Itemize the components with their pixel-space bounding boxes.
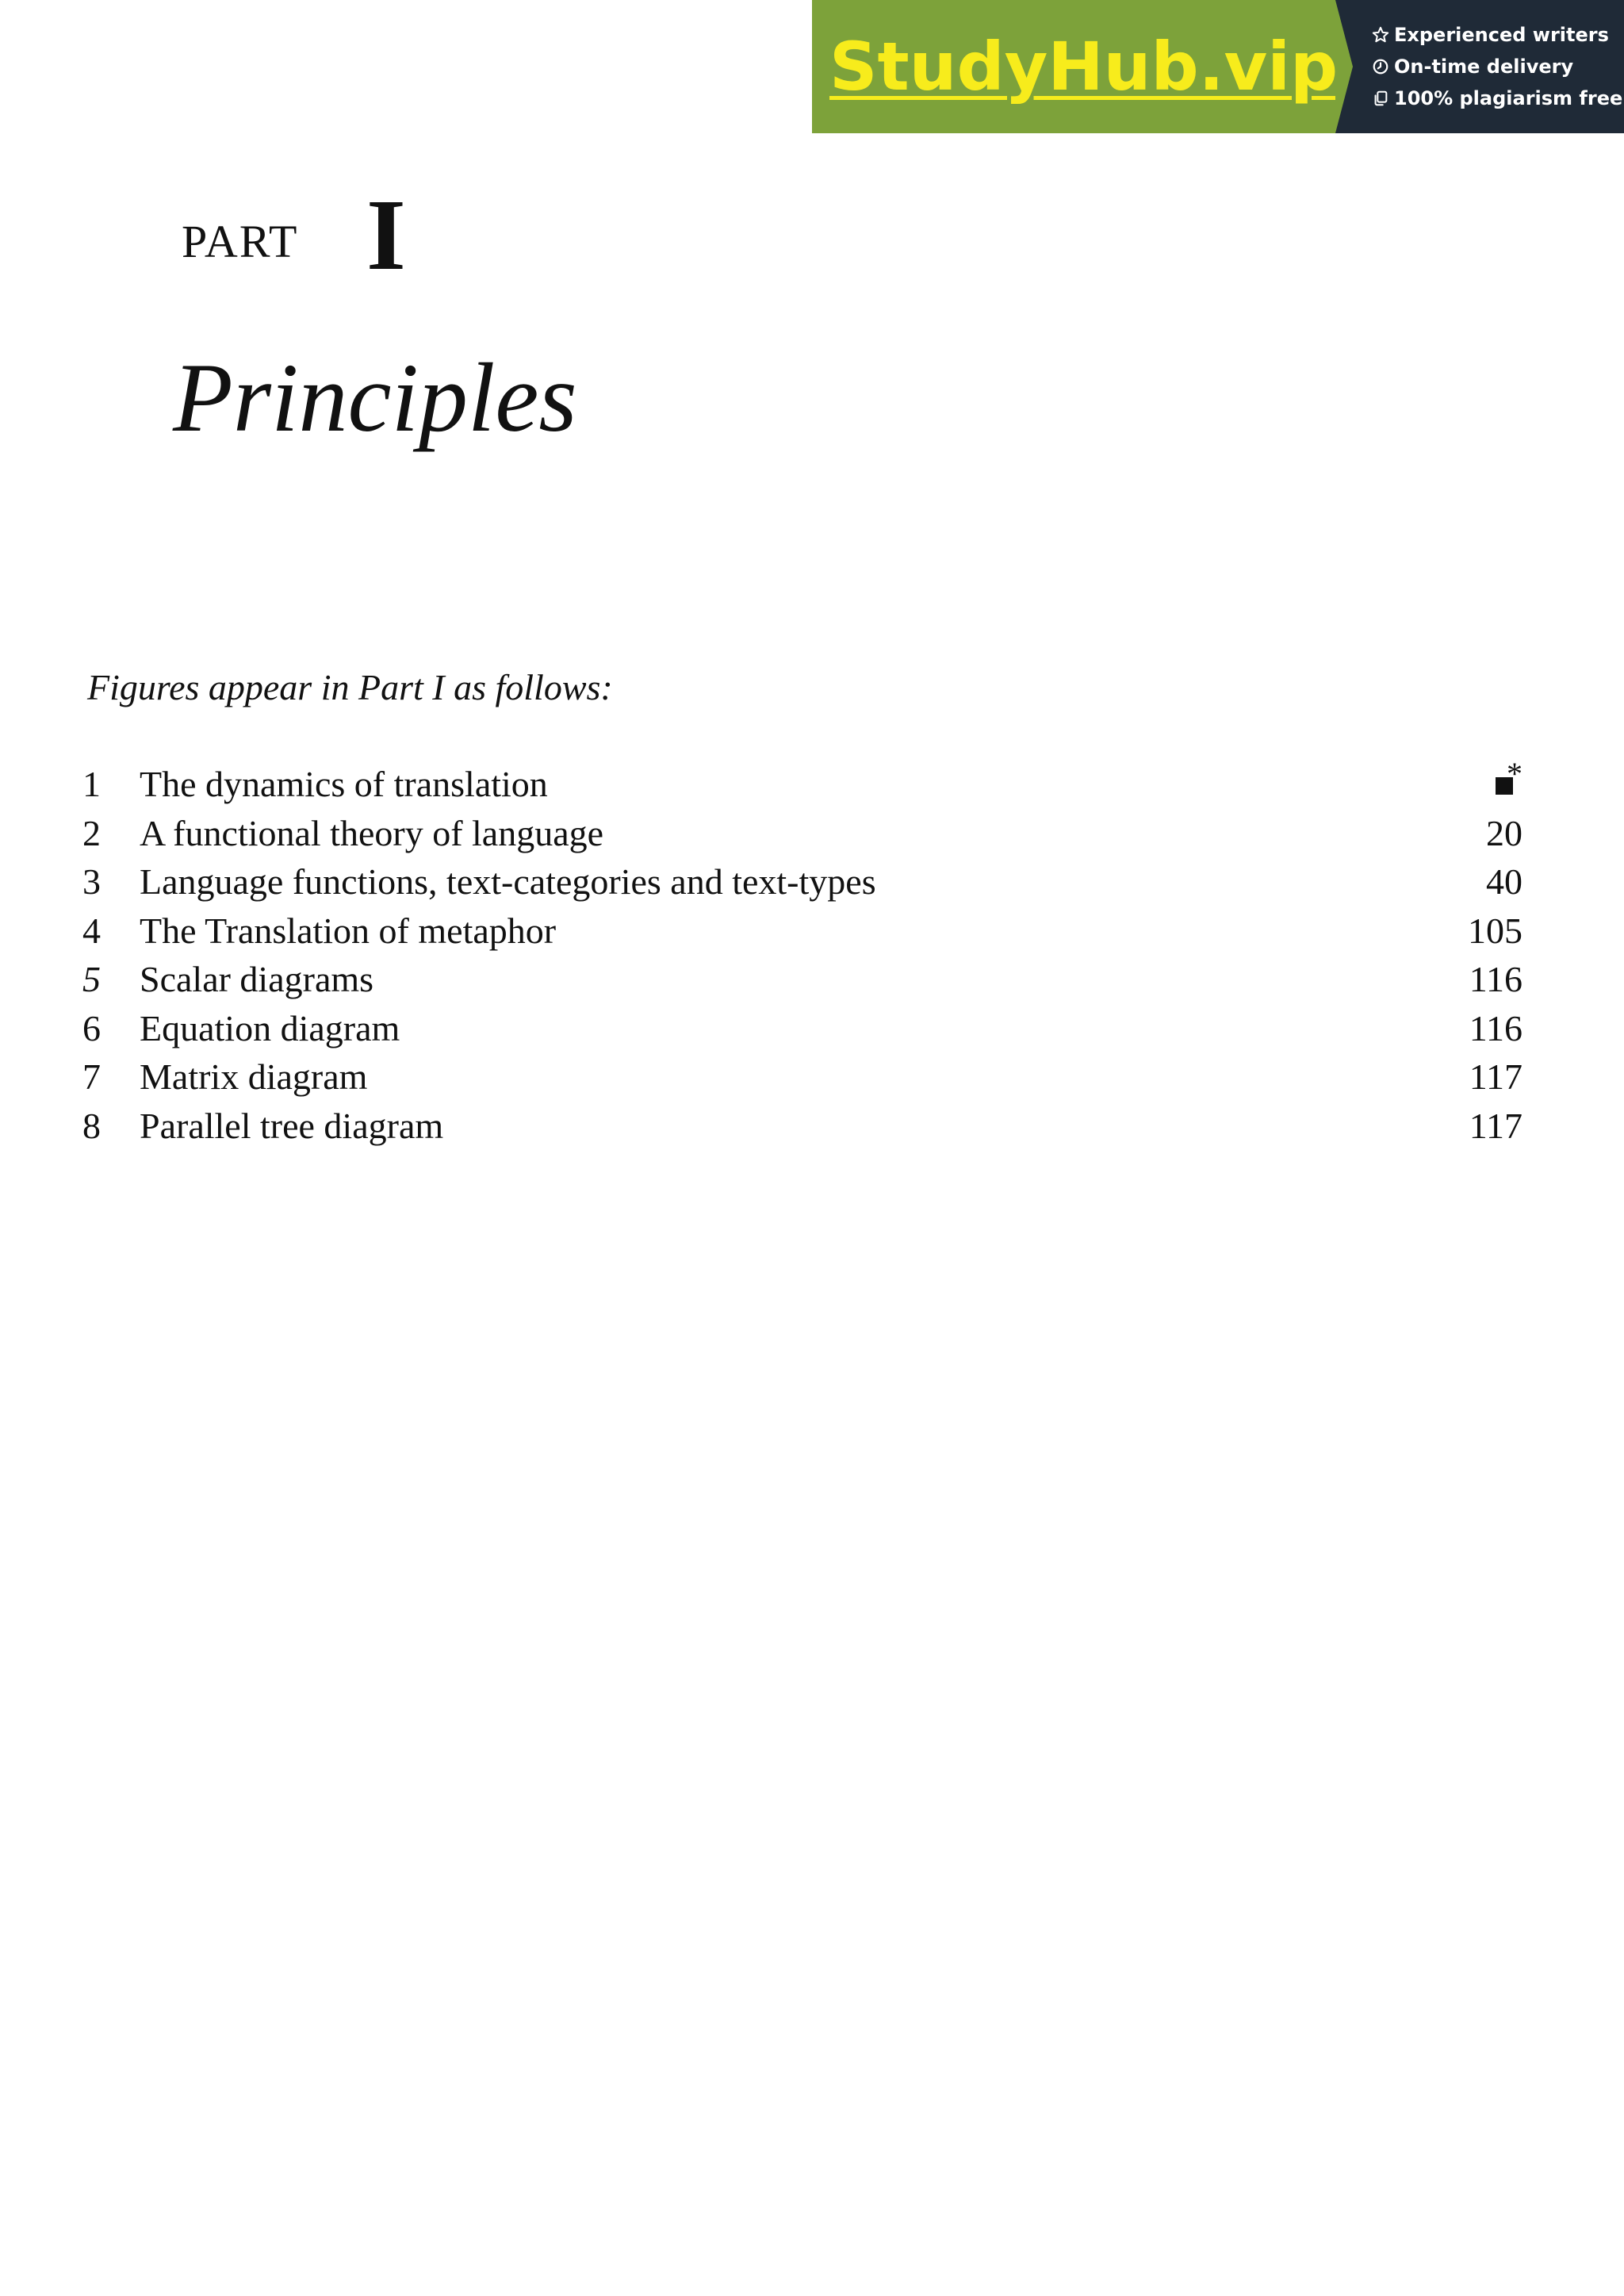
page-marker-icon: *: [1494, 766, 1522, 798]
figure-page: 20: [1486, 812, 1522, 853]
figure-page: 117: [1469, 1056, 1522, 1097]
figure-title: Matrix diagram: [140, 1056, 368, 1097]
feature-item: [1372, 86, 1624, 110]
copy-document-icon: [1372, 90, 1389, 107]
brand-panel[interactable]: [812, 0, 1339, 133]
figure-page: [1494, 756, 1522, 804]
feature-text: Experienced writers: [1394, 24, 1609, 46]
figure-title: Scalar diagrams: [140, 959, 374, 999]
feature-item: [1372, 23, 1624, 47]
figure-number: 6: [82, 1007, 101, 1048]
list-item: [79, 1056, 1522, 1108]
feature-text: On-time delivery: [1394, 56, 1574, 78]
figure-number: 3: [82, 861, 101, 902]
figure-title: Parallel tree diagram: [140, 1105, 444, 1146]
list-item: [79, 1105, 1522, 1157]
feature-text: 100% plagiarism free: [1394, 87, 1623, 109]
figure-page: 116: [1469, 1007, 1522, 1048]
clock-icon: [1372, 58, 1389, 75]
list-item: [79, 812, 1522, 864]
figure-title: Equation diagram: [140, 1007, 400, 1048]
ad-banner[interactable]: [812, 0, 1624, 133]
list-item: [79, 756, 1522, 815]
figure-title: Language functions, text-categories and text-types: [140, 861, 876, 902]
figure-title: The dynamics of translation: [140, 764, 548, 804]
figure-page: 116: [1469, 959, 1522, 999]
features-panel: [1335, 0, 1624, 133]
list-item: [79, 861, 1522, 913]
figure-number: 7: [82, 1056, 101, 1097]
figure-number: 4: [82, 910, 101, 951]
star-outline-icon: [1372, 26, 1389, 44]
brand-logo[interactable]: StudyHub.vip: [829, 28, 1339, 105]
part-title: Principles: [173, 343, 577, 452]
figure-number: 2: [82, 812, 101, 853]
list-item: [79, 961, 1522, 1010]
figure-number: 5: [82, 959, 101, 999]
figure-page: 40: [1486, 861, 1522, 902]
part-label: PART: [182, 216, 299, 267]
figures-list: [79, 756, 1522, 1156]
list-item: [79, 1007, 1522, 1060]
feature-item: [1372, 55, 1624, 79]
part-numeral: I: [366, 178, 406, 291]
figure-page: 117: [1469, 1105, 1522, 1146]
list-item: [79, 910, 1522, 962]
figure-title: The Translation of metaphor: [140, 910, 557, 951]
figures-intro: Figures appear in Part I as follows:: [87, 667, 613, 707]
figure-title: A functional theory of language: [140, 812, 604, 853]
figure-number: 1: [82, 764, 101, 804]
figure-number: 8: [82, 1105, 101, 1146]
figure-page: 105: [1468, 910, 1522, 951]
